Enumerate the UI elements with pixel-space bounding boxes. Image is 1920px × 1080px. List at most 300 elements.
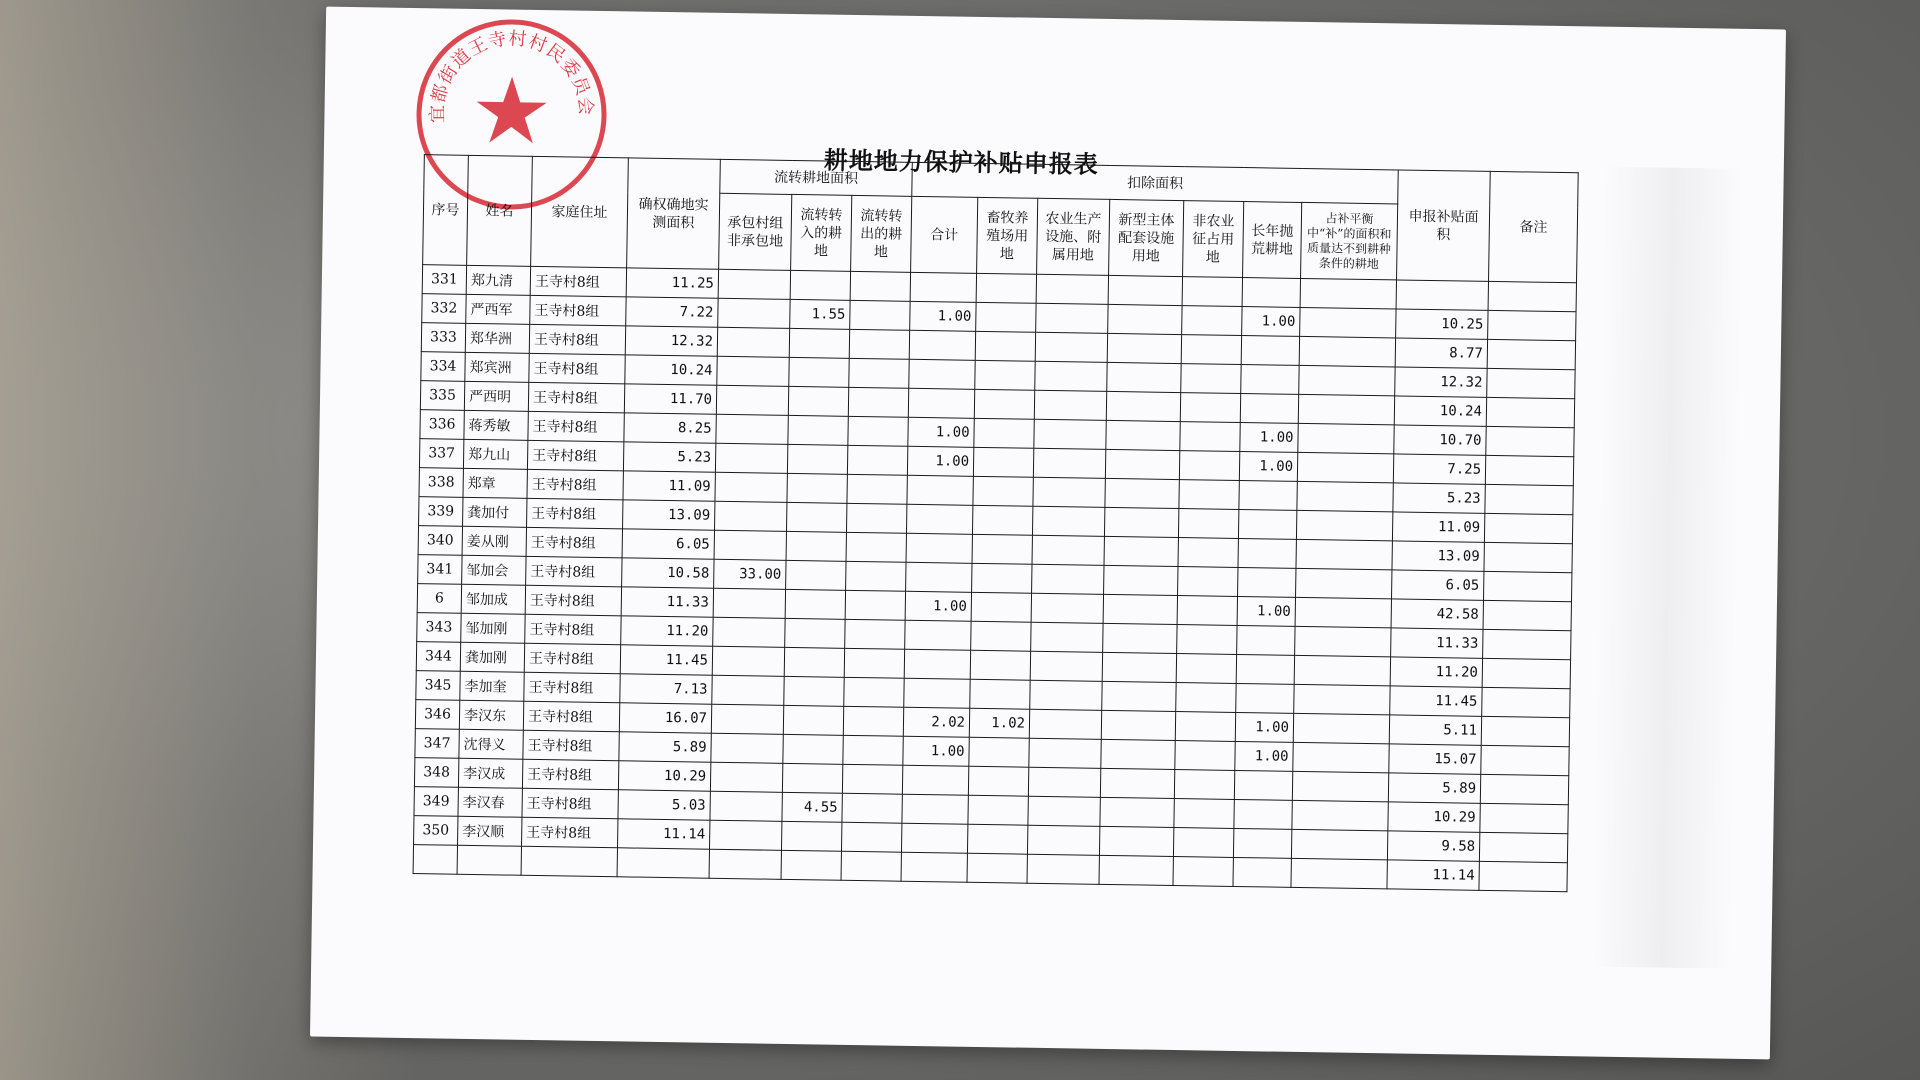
cell-transfer-out <box>845 619 905 649</box>
header-balance: 占补平衡中“补”的面积和质量达不到耕种条件的耕地 <box>1301 202 1398 279</box>
cell-subsidy: 15.07 <box>1389 744 1481 774</box>
cell-balance <box>1296 510 1392 541</box>
cell-transfer-out <box>844 677 904 707</box>
cell-abandoned <box>1238 538 1296 568</box>
header-deduct-group: 扣除面积 <box>912 162 1399 204</box>
cell-name: 郑宾洲 <box>465 352 529 382</box>
cell-name: 郑华洲 <box>465 323 529 353</box>
cell-transfer-in <box>789 328 849 358</box>
cell-area: 11.25 <box>626 268 718 298</box>
cell-livestock <box>972 563 1032 593</box>
cell-non-agri <box>1173 857 1233 887</box>
header-livestock: 畜牧养殖场用地 <box>977 197 1038 274</box>
cell-total <box>902 794 968 824</box>
cell-facility <box>1032 535 1104 565</box>
cell-subsidy: 5.89 <box>1388 773 1480 803</box>
cell-entity <box>1101 710 1175 740</box>
cell-facility <box>1029 709 1101 739</box>
cell-subsidy: 11.45 <box>1390 686 1482 716</box>
cell-contract <box>711 704 783 734</box>
cell-contract <box>711 733 783 763</box>
cell-livestock <box>974 418 1034 448</box>
cell-transfer-in <box>786 502 846 532</box>
cell-non-agri <box>1181 364 1241 394</box>
cell-contract <box>717 356 789 386</box>
cell-area: 13.09 <box>623 500 715 530</box>
cell-seq: 349 <box>414 787 458 817</box>
cell-total <box>908 388 974 418</box>
cell-name: 李汉成 <box>458 758 522 788</box>
cell-facility <box>1036 274 1108 304</box>
cell-transfer-out <box>845 590 905 620</box>
cell-area: 11.20 <box>621 616 713 646</box>
header-measured-area: 确权确地实测面积 <box>627 158 721 269</box>
cell-seq: 333 <box>421 323 465 353</box>
cell-remark <box>1483 629 1571 659</box>
cell-balance <box>1293 742 1389 773</box>
header-name: 姓名 <box>467 155 533 266</box>
cell-facility <box>1030 680 1102 710</box>
cell-transfer-out <box>848 387 908 417</box>
cell-transfer-out <box>842 793 902 823</box>
header-new-entity: 新型主体配套设施用地 <box>1109 199 1184 276</box>
cell-entity <box>1100 797 1174 827</box>
cell-contract <box>718 269 790 299</box>
cell-address: 王寺村8组 <box>529 324 625 355</box>
cell-seq: 332 <box>422 294 466 324</box>
cell-remark <box>1485 455 1573 485</box>
cell-livestock <box>967 853 1027 883</box>
cell-contract <box>712 646 784 676</box>
cell-name: 李汉顺 <box>458 816 522 846</box>
cell-facility <box>1028 796 1100 826</box>
cell-address: 王寺村8组 <box>524 643 620 674</box>
cell-entity <box>1099 826 1173 856</box>
cell-transfer-out <box>841 851 901 881</box>
cell-contract <box>713 588 785 618</box>
cell-balance <box>1300 307 1396 338</box>
cell-non-agri <box>1180 393 1240 423</box>
cell-remark <box>1484 542 1572 572</box>
cell-seq: 335 <box>420 381 464 411</box>
cell-facility <box>1031 622 1103 652</box>
cell-entity <box>1104 565 1178 595</box>
cell-subsidy: 10.70 <box>1394 425 1486 455</box>
cell-entity <box>1106 391 1180 421</box>
cell-total: 1.00 <box>905 591 971 621</box>
cell-total <box>901 823 967 853</box>
cell-livestock <box>974 389 1034 419</box>
cell-subsidy: 7.25 <box>1393 454 1485 484</box>
cell-livestock <box>968 766 1028 796</box>
cell-facility <box>1036 303 1108 333</box>
cell-transfer-in <box>786 531 846 561</box>
header-contract-non: 承包村组非承包地 <box>719 193 792 270</box>
cell-entity <box>1105 478 1179 508</box>
cell-balance <box>1299 365 1395 396</box>
header-subsidy-area: 申报补贴面积 <box>1397 170 1491 281</box>
cell-area: 7.22 <box>626 297 718 327</box>
header-remarks: 备注 <box>1489 171 1579 282</box>
cell-entity <box>1100 768 1174 798</box>
cell-subsidy: 11.20 <box>1390 657 1482 687</box>
cell-entity <box>1108 304 1182 334</box>
cell-facility <box>1029 738 1101 768</box>
cell-transfer-out <box>846 532 906 562</box>
cell-balance <box>1292 800 1388 831</box>
cell-livestock: 1.02 <box>969 708 1029 738</box>
header-seq: 序号 <box>423 155 469 266</box>
cell-abandoned: 1.00 <box>1237 596 1295 626</box>
cell-total <box>904 678 970 708</box>
cell-contract <box>716 414 788 444</box>
cell-seq: 347 <box>415 729 459 759</box>
cell-livestock <box>971 621 1031 651</box>
cell-contract <box>712 675 784 705</box>
cell-livestock <box>973 447 1033 477</box>
cell-seq: 341 <box>418 555 462 585</box>
cell-seq: 338 <box>419 468 463 498</box>
cell-contract <box>710 762 782 792</box>
cell-seq: 339 <box>419 497 463 527</box>
cell-address: 王寺村8组 <box>526 556 622 587</box>
cell-address: 王寺村8组 <box>522 759 618 790</box>
seal-text: 宜都街道王寺村村民委员会 <box>427 28 597 124</box>
cell-subsidy: 10.29 <box>1388 802 1480 832</box>
cell-facility <box>1033 448 1105 478</box>
cell-transfer-out <box>846 561 906 591</box>
cell-entity <box>1103 623 1177 653</box>
cell-non-agri <box>1177 625 1237 655</box>
cell-total <box>907 475 973 505</box>
cell-seq: 345 <box>416 671 460 701</box>
cell-remark <box>1485 484 1573 514</box>
cell-subsidy: 6.05 <box>1392 570 1484 600</box>
cell-remark <box>1483 600 1571 630</box>
cell-area: 11.14 <box>618 819 710 849</box>
cell-facility <box>1028 767 1100 797</box>
paper-fold <box>1591 167 1744 969</box>
cell-remark <box>1480 803 1568 833</box>
cell-seq: 331 <box>422 265 466 295</box>
cell-balance <box>1294 655 1390 686</box>
cell-remark <box>1484 513 1572 543</box>
table-body <box>413 265 1576 892</box>
cell-address: 王寺村8组 <box>528 382 624 413</box>
cell-livestock <box>973 476 1033 506</box>
cell-address: 王寺村8组 <box>529 353 625 384</box>
cell-seq: 346 <box>415 700 459 730</box>
subsidy-table <box>413 154 1579 892</box>
cell-name <box>457 845 521 875</box>
cell-transfer-in <box>787 473 847 503</box>
cell-subsidy: 42.58 <box>1391 599 1483 629</box>
cell-livestock <box>975 331 1035 361</box>
cell-balance <box>1299 336 1395 367</box>
cell-contract <box>714 530 786 560</box>
cell-entity <box>1106 420 1180 450</box>
cell-total: 1.00 <box>907 446 973 476</box>
cell-remark <box>1479 861 1567 891</box>
cell-transfer-in <box>781 850 841 880</box>
cell-entity <box>1107 362 1181 392</box>
cell-transfer-out <box>847 445 907 475</box>
cell-balance <box>1293 713 1389 744</box>
cell-abandoned <box>1237 625 1295 655</box>
cell-address: 王寺村8组 <box>523 701 619 732</box>
cell-seq: 340 <box>418 526 462 556</box>
header-transfer-group: 流转耕地面积 <box>720 159 913 196</box>
cell-livestock <box>970 679 1030 709</box>
cell-contract <box>717 327 789 357</box>
cell-transfer-out <box>847 474 907 504</box>
cell-name: 龚加刚 <box>460 642 524 672</box>
cell-seq <box>413 845 457 875</box>
cell-abandoned <box>1241 365 1299 395</box>
cell-total: 1.00 <box>910 301 976 331</box>
cell-name: 邹加成 <box>461 584 525 614</box>
cell-address: 王寺村8组 <box>525 614 621 645</box>
cell-facility <box>1032 564 1104 594</box>
cell-abandoned <box>1242 278 1300 308</box>
cell-entity <box>1104 536 1178 566</box>
cell-balance <box>1291 829 1387 860</box>
cell-remark <box>1481 716 1569 746</box>
cell-area: 5.89 <box>619 732 711 762</box>
cell-non-agri <box>1178 509 1238 539</box>
cell-contract <box>709 820 781 850</box>
cell-livestock <box>968 795 1028 825</box>
cell-balance <box>1295 597 1391 628</box>
cell-remark <box>1482 687 1570 717</box>
cell-balance <box>1300 278 1396 309</box>
cell-facility <box>1027 854 1099 884</box>
cell-name: 姜从刚 <box>462 526 526 556</box>
cell-entity <box>1105 449 1179 479</box>
cell-livestock <box>972 534 1032 564</box>
cell-balance <box>1298 394 1394 425</box>
cell-name: 龚加付 <box>463 497 527 527</box>
cell-subsidy <box>1396 280 1488 310</box>
cell-transfer-out <box>849 329 909 359</box>
cell-subsidy: 8.77 <box>1395 338 1487 368</box>
cell-abandoned: 1.00 <box>1240 423 1298 453</box>
star-icon <box>476 76 547 143</box>
cell-address: 王寺村8组 <box>527 440 623 471</box>
header-transfer-in: 流转转入的耕地 <box>791 194 852 271</box>
cell-entity <box>1108 275 1182 305</box>
cell-non-agri <box>1180 422 1240 452</box>
cell-facility <box>1035 332 1107 362</box>
cell-non-agri <box>1174 770 1234 800</box>
cell-transfer-in <box>786 560 846 590</box>
cell-non-agri <box>1178 538 1238 568</box>
cell-address: 王寺村8组 <box>522 788 618 819</box>
cell-abandoned <box>1236 654 1294 684</box>
cell-area: 12.32 <box>625 326 717 356</box>
cell-transfer-in <box>788 386 848 416</box>
cell-abandoned <box>1234 799 1292 829</box>
cell-subsidy: 9.58 <box>1387 831 1479 861</box>
cell-total <box>909 359 975 389</box>
cell-abandoned <box>1236 683 1294 713</box>
cell-seq: 348 <box>414 758 458 788</box>
cell-abandoned <box>1233 857 1291 887</box>
cell-livestock <box>970 650 1030 680</box>
cell-balance <box>1292 771 1388 802</box>
cell-abandoned <box>1238 509 1296 539</box>
cell-total <box>906 562 972 592</box>
cell-area: 10.24 <box>625 355 717 385</box>
cell-address: 王寺村8组 <box>526 527 622 558</box>
cell-remark <box>1486 397 1574 427</box>
cell-contract <box>716 385 788 415</box>
cell-subsidy: 11.14 <box>1387 860 1479 890</box>
cell-subsidy: 11.33 <box>1391 628 1483 658</box>
cell-area: 10.29 <box>618 761 710 791</box>
cell-non-agri <box>1176 654 1236 684</box>
cell-seq: 6 <box>417 584 461 614</box>
cell-subsidy: 12.32 <box>1395 367 1487 397</box>
cell-total <box>910 272 976 302</box>
cell-remark <box>1488 281 1576 311</box>
cell-area: 11.70 <box>624 384 716 414</box>
cell-total: 1.00 <box>908 417 974 447</box>
cell-facility <box>1035 361 1107 391</box>
cell-facility <box>1031 593 1103 623</box>
cell-transfer-out <box>850 300 910 330</box>
cell-address: 王寺村8组 <box>530 266 626 297</box>
header-non-agri: 非农业征占用地 <box>1183 201 1244 278</box>
cell-abandoned <box>1240 394 1298 424</box>
cell-transfer-in: 1.55 <box>790 299 850 329</box>
cell-transfer-out <box>850 271 910 301</box>
cell-transfer-in <box>788 415 848 445</box>
cell-transfer-out <box>841 822 901 852</box>
cell-subsidy: 10.25 <box>1396 309 1488 339</box>
cell-abandoned <box>1239 480 1297 510</box>
cell-balance <box>1296 568 1392 599</box>
cell-transfer-out <box>846 503 906 533</box>
cell-seq: 336 <box>420 410 464 440</box>
cell-transfer-in <box>785 589 845 619</box>
cell-name: 邹加刚 <box>461 613 525 643</box>
cell-remark <box>1487 368 1575 398</box>
cell-transfer-out <box>849 358 909 388</box>
cell-subsidy: 11.09 <box>1392 512 1484 542</box>
cell-entity <box>1104 507 1178 537</box>
cell-remark <box>1480 774 1568 804</box>
cell-contract <box>710 791 782 821</box>
cell-contract <box>718 298 790 328</box>
cell-facility <box>1033 477 1105 507</box>
cell-non-agri <box>1181 335 1241 365</box>
cell-facility <box>1034 390 1106 420</box>
cell-seq: 343 <box>417 613 461 643</box>
cell-total: 2.02 <box>903 707 969 737</box>
cell-entity <box>1103 594 1177 624</box>
cell-facility <box>1030 651 1102 681</box>
cell-remark <box>1479 832 1567 862</box>
cell-transfer-out <box>848 416 908 446</box>
cell-balance <box>1297 452 1393 483</box>
cell-non-agri <box>1175 741 1235 771</box>
cell-name: 郑九山 <box>463 439 527 469</box>
cell-entity <box>1102 652 1176 682</box>
cell-remark <box>1487 339 1575 369</box>
cell-name: 严西军 <box>466 294 530 324</box>
cell-remark <box>1486 426 1574 456</box>
cell-non-agri <box>1174 799 1234 829</box>
cell-entity <box>1099 855 1173 885</box>
cell-livestock <box>976 302 1036 332</box>
cell-remark <box>1484 571 1572 601</box>
cell-area: 11.33 <box>621 587 713 617</box>
cell-address: 王寺村8组 <box>528 411 624 442</box>
cell-seq: 344 <box>416 642 460 672</box>
cell-non-agri <box>1175 712 1235 742</box>
cell-transfer-in <box>783 705 843 735</box>
cell-abandoned: 1.00 <box>1235 712 1293 742</box>
header-total: 合计 <box>911 196 978 273</box>
cell-address <box>521 846 617 877</box>
cell-non-agri <box>1173 828 1233 858</box>
header-abandoned: 长年抛荒耕地 <box>1243 202 1302 279</box>
cell-area: 16.07 <box>619 703 711 733</box>
cell-name: 蒋秀敏 <box>464 410 528 440</box>
cell-transfer-in: 4.55 <box>782 792 842 822</box>
cell-entity <box>1102 681 1176 711</box>
cell-entity <box>1101 739 1175 769</box>
cell-livestock <box>976 273 1036 303</box>
cell-subsidy: 10.24 <box>1394 396 1486 426</box>
cell-abandoned: 1.00 <box>1242 307 1300 337</box>
cell-transfer-in <box>787 444 847 474</box>
cell-name: 严西明 <box>464 381 528 411</box>
cell-name: 沈得义 <box>459 729 523 759</box>
cell-total: 1.00 <box>903 736 969 766</box>
header-address: 家庭住址 <box>531 156 629 267</box>
cell-non-agri <box>1182 277 1242 307</box>
cell-contract <box>715 501 787 531</box>
cell-facility <box>1027 825 1099 855</box>
cell-livestock <box>972 505 1032 535</box>
cell-total <box>906 504 972 534</box>
cell-non-agri <box>1176 683 1236 713</box>
cell-name: 郑章 <box>463 468 527 498</box>
cell-address: 王寺村8组 <box>527 498 623 529</box>
cell-total <box>904 649 970 679</box>
cell-transfer-out <box>843 706 903 736</box>
cell-address: 王寺村8组 <box>524 672 620 703</box>
cell-abandoned: 1.00 <box>1235 741 1293 771</box>
cell-abandoned <box>1238 567 1296 597</box>
cell-abandoned <box>1241 336 1299 366</box>
cell-transfer-in <box>790 270 850 300</box>
cell-non-agri <box>1182 306 1242 336</box>
cell-entity <box>1107 333 1181 363</box>
cell-subsidy: 13.09 <box>1392 541 1484 571</box>
cell-transfer-in <box>785 618 845 648</box>
cell-name: 李加奎 <box>460 671 524 701</box>
cell-seq: 337 <box>419 439 463 469</box>
cell-name: 邹加会 <box>462 555 526 585</box>
cell-name: 李汉春 <box>458 787 522 817</box>
cell-remark <box>1481 745 1569 775</box>
cell-contract <box>713 617 785 647</box>
cell-balance <box>1295 626 1391 657</box>
cell-facility <box>1034 419 1106 449</box>
